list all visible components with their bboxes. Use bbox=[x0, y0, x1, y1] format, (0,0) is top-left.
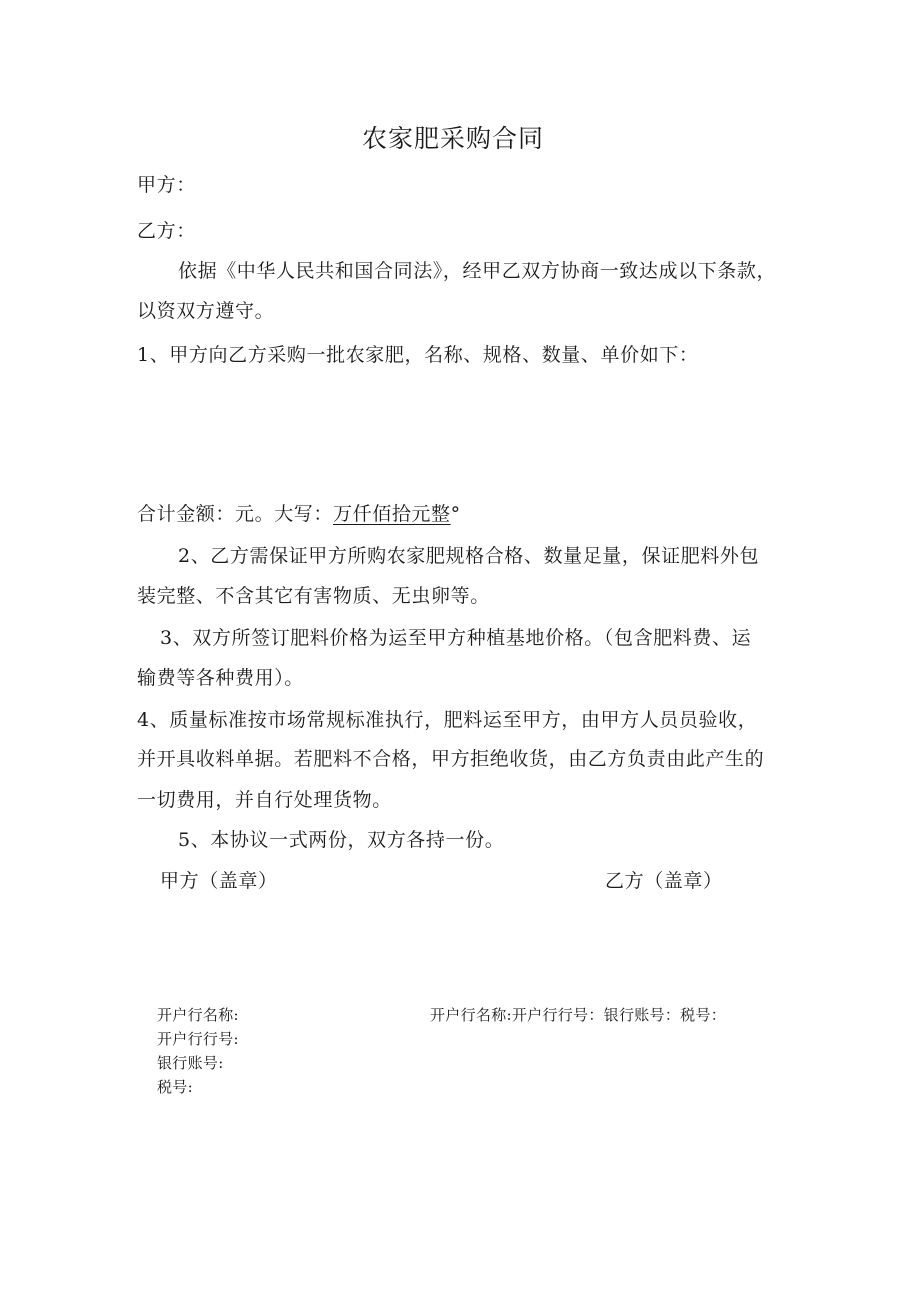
total-amount-prefix: 合计金额：元。大写： bbox=[137, 503, 334, 525]
signature-party-b: 乙方（盖章） bbox=[605, 870, 723, 892]
signature-party-a: 甲方（盖章） bbox=[160, 870, 278, 892]
clause-4-line-3: 一切费用，并自行处理货物。 bbox=[137, 789, 392, 811]
bank-a-branch-no: 开户行行号: bbox=[157, 1030, 239, 1048]
preamble-line-2: 以资双方遵守。 bbox=[137, 300, 275, 322]
bank-a-account: 银行账号: bbox=[157, 1054, 224, 1072]
clause-4-line-1: 4、质量标准按市场常规标准执行，肥料运至甲方，由甲方人员员验收， bbox=[137, 709, 758, 731]
bank-a-tax-no: 税号: bbox=[157, 1078, 193, 1096]
clause-1: 1、甲方向乙方采购一批农家肥，名称、规格、数量、单价如下： bbox=[137, 344, 699, 366]
clause-3-line-2: 输费等各种费用）。 bbox=[137, 667, 304, 689]
total-amount-line bbox=[137, 505, 461, 524]
clause-3-line-1: 3、双方所签订肥料价格为运至甲方种植基地价格。（包含肥料费、运 bbox=[160, 627, 752, 649]
clause-4-line-2: 并开具收料单据。若肥料不合格，甲方拒绝收货，由乙方负责由此产生的 bbox=[137, 748, 765, 770]
bank-b-info: 开户行名称:开户行行号：银行账号：税号： bbox=[430, 1006, 727, 1024]
preamble-line-1: 依据《中华人民共和国合同法》，经甲乙双方协商一致达成以下条款， bbox=[178, 260, 777, 282]
page-title: 农家肥采购合同 bbox=[362, 124, 545, 153]
party-a-label: 甲方： bbox=[137, 174, 196, 196]
clause-2-line-2: 装完整、不含其它有害物质、无虫卵等。 bbox=[137, 585, 490, 607]
total-amount-words: 万仟佰拾元整 bbox=[333, 503, 451, 525]
total-amount-suffix: ° bbox=[450, 503, 461, 525]
bank-a-name: 开户行名称: bbox=[157, 1006, 239, 1024]
party-b-label: 乙方： bbox=[137, 220, 196, 242]
clause-2-line-1: 2、乙方需保证甲方所购农家肥规格合格、数量足量，保证肥料外包 bbox=[178, 545, 760, 567]
clause-5: 5、本协议一式两份，双方各持一份。 bbox=[178, 829, 505, 851]
